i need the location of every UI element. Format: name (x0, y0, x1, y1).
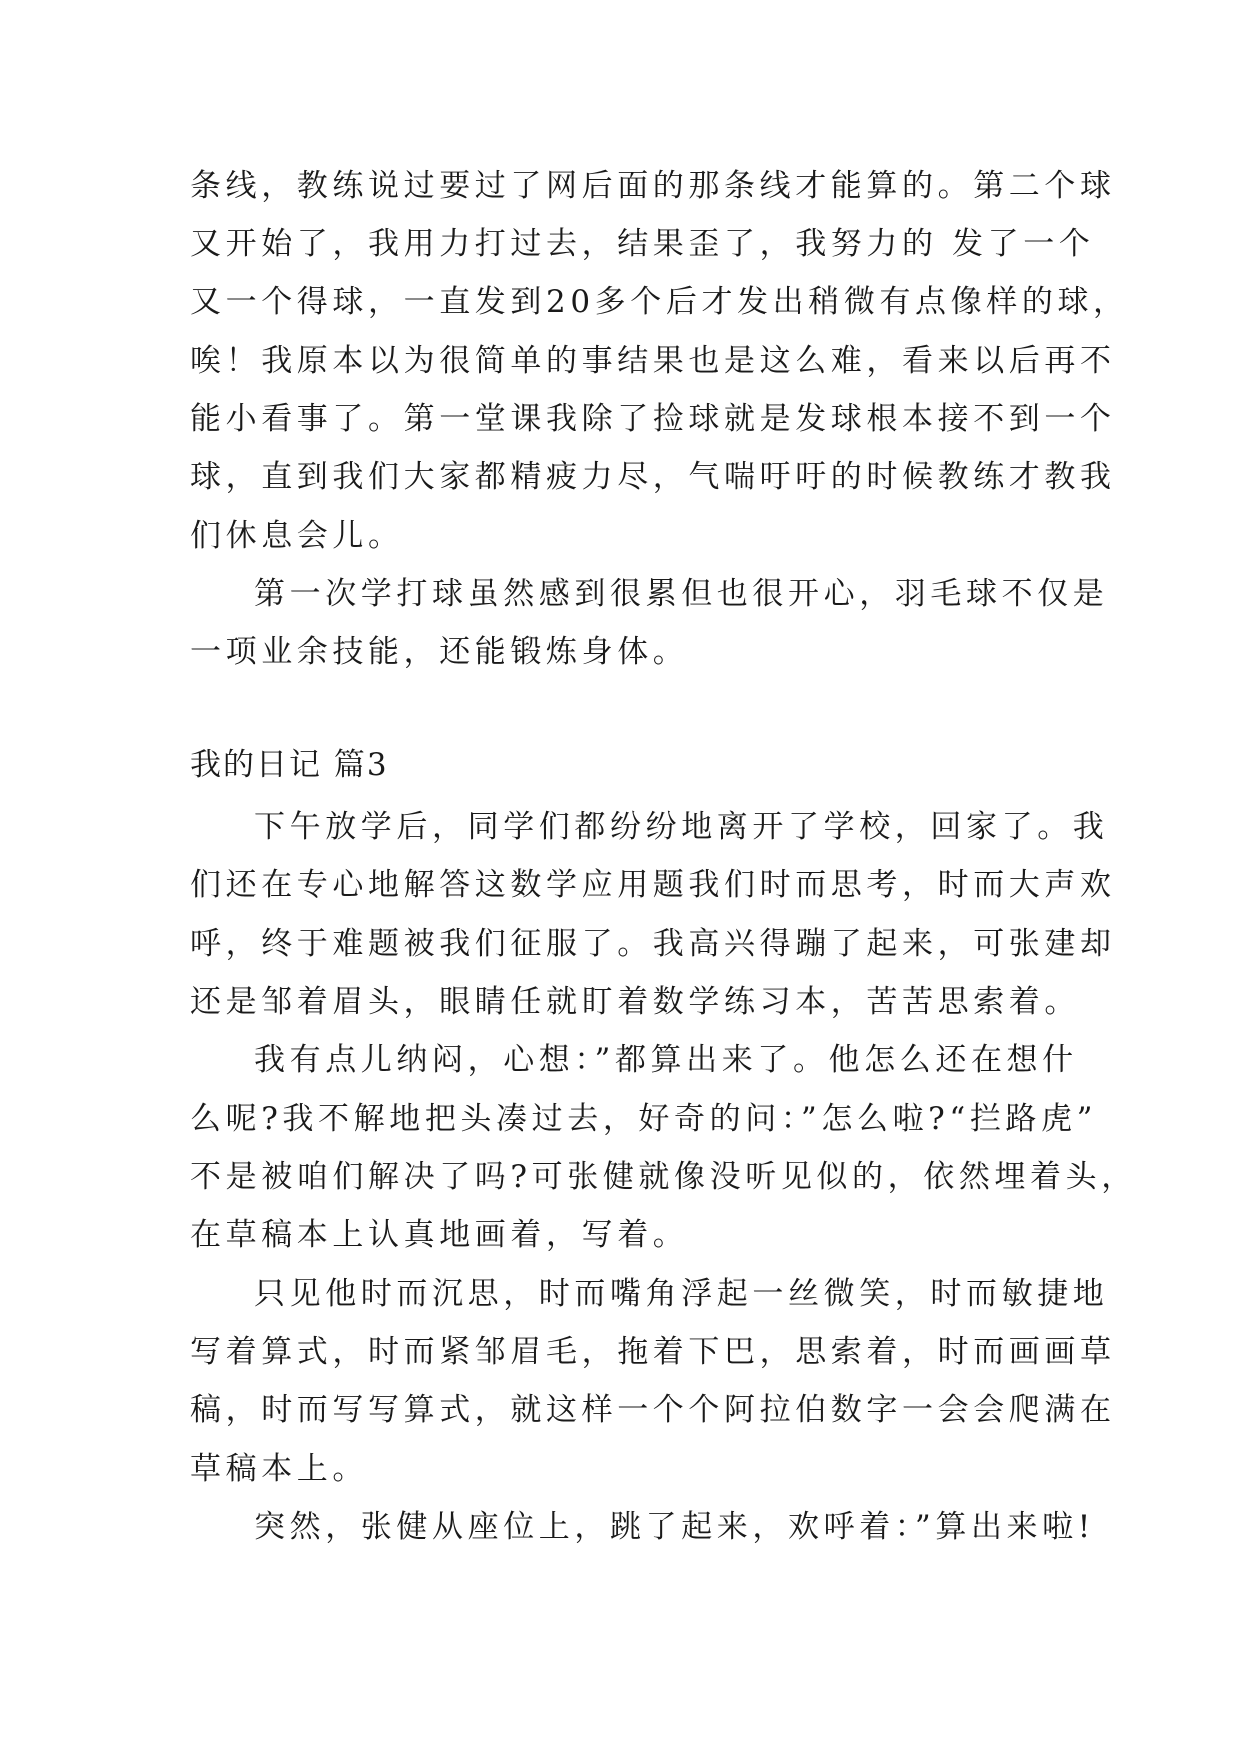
text-line: 稿，时而写写算式，就这样一个个阿拉伯数字一会会爬满在 (190, 1392, 1116, 1428)
text-line: 唉！我原本以为很简单的事结果也是这么难，看来以后再不 (190, 343, 1116, 379)
section-heading: 我的日记 篇3 (190, 747, 389, 783)
text-line: 只见他时而沉思，时而嘴角浮起一丝微笑，时而敏捷地 (254, 1276, 1109, 1312)
text-line: 球，直到我们大家都精疲力尽，气喘吁吁的时候教练才教我 (190, 459, 1116, 495)
text-line: 在草稿本上认真地画着，写着。 (190, 1217, 689, 1253)
text-line: 下午放学后，同学们都纷纷地离开了学校，回家了。我 (254, 809, 1109, 845)
text-line: 又开始了，我用力打过去，结果歪了，我努力的 发了一个 (190, 226, 1095, 262)
text-line: 还是邹着眉头，眼睛任就盯着数学练习本，苦苦思索着。 (190, 984, 1080, 1020)
text-line: 我有点儿纳闷，心想：”都算出来了。他怎么还在想什 (254, 1042, 1078, 1078)
text-line: 们休息会儿。 (190, 518, 404, 554)
text-line: 草稿本上。 (190, 1451, 368, 1487)
text-line: 不是被咱们解决了吗?可张健就像没听见似的，依然埋着头， (190, 1159, 1137, 1195)
text-line: 们还在专心地解答这数学应用题我们时而思考，时而大声欢 (190, 867, 1116, 903)
text-line: 突然，张健从座位上，跳了起来，欢呼着：”算出来啦! (254, 1509, 1095, 1545)
text-line: 第一次学打球虽然感到很累但也很开心，羽毛球不仅是 (254, 576, 1109, 612)
text-line: 写着算式，时而紧邹眉毛，拖着下巴，思索着，时而画画草 (190, 1334, 1116, 1370)
text-line: 一项业余技能，还能锻炼身体。 (190, 634, 689, 670)
text-line: 条线，教练说过要过了网后面的那条线才能算的。第二个球 (190, 168, 1116, 204)
text-line: 能小看事了。第一堂课我除了捡球就是发球根本接不到一个 (190, 401, 1116, 437)
text-line: 呼，终于难题被我们征服了。我高兴得蹦了起来，可张建却 (190, 926, 1116, 962)
text-line: 么呢?我不解地把头凑过去，好奇的问：”怎么啦?“拦路虎” (190, 1101, 1098, 1137)
text-line: 又一个得球，一直发到20多个后才发出稍微有点像样的球， (190, 284, 1129, 320)
